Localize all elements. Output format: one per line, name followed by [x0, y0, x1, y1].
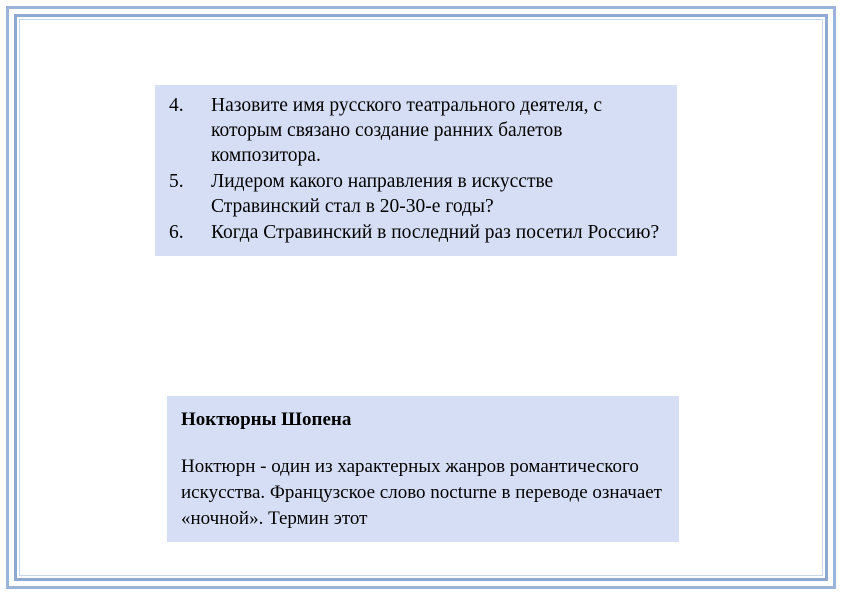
question-number: 5.	[169, 171, 184, 192]
question-text: Когда Стравинский в последний раз посетил Россию?	[211, 222, 660, 243]
list-item	[165, 220, 667, 245]
slide-content	[22, 22, 820, 573]
nocturne-body: Ноктюрн - один из характерных жанров романтического искусства. Французское слово nocturne в переводе означает «ночной». Термин этот	[181, 456, 662, 529]
question-text: Лидером какого направления в искусстве Стравинский стал в 20-30-е годы?	[211, 171, 554, 217]
list-item	[165, 93, 667, 168]
nocturne-title: Ноктюрны Шопена	[181, 409, 352, 430]
question-number: 4.	[169, 95, 184, 116]
questions-block	[155, 85, 677, 256]
nocturne-block	[167, 396, 679, 542]
question-number: 6.	[169, 222, 184, 243]
question-text: Назовите имя русского театрального деятеля, с которым связано создание ранних балетов композитора.	[211, 95, 602, 166]
list-item	[165, 169, 667, 219]
